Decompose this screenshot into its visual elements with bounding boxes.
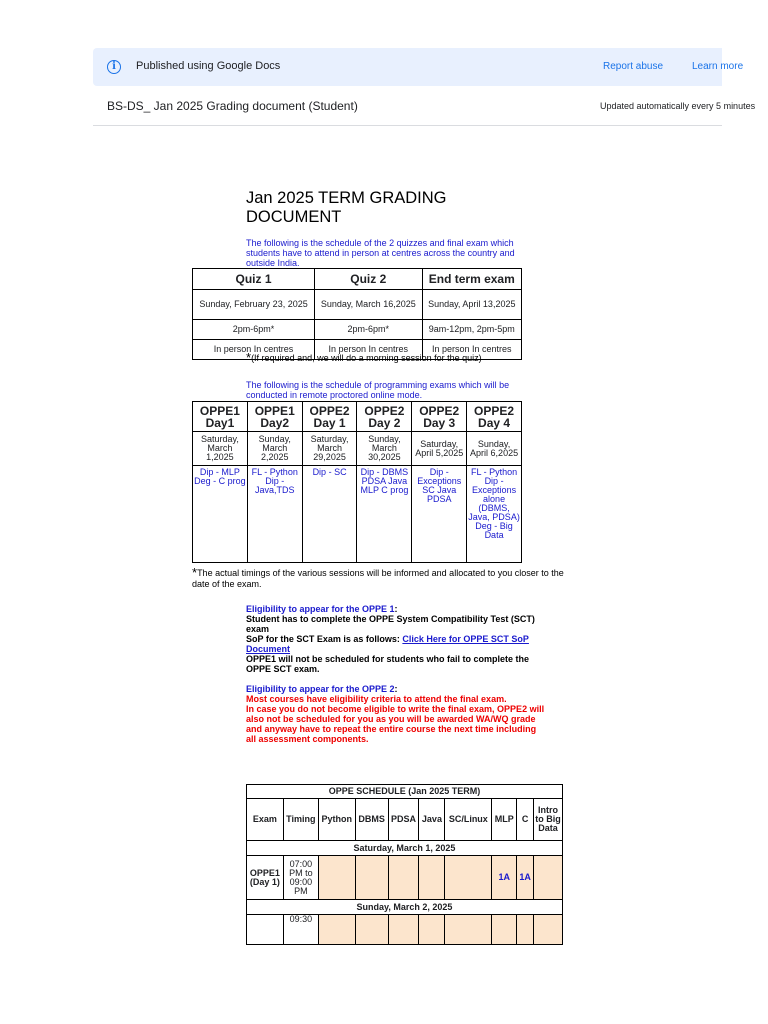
oppe-intro: The following is the schedule of programming exams which will be conducted in remote proctored online mode. xyxy=(246,380,510,400)
learn-more-link[interactable]: Learn more xyxy=(692,61,744,72)
oppe1-eligibility xyxy=(246,604,546,674)
slot-cell xyxy=(388,856,419,900)
table-row xyxy=(247,856,563,900)
oppe-subjects: Dip - SC xyxy=(302,466,357,563)
quiz-header: Quiz 2 xyxy=(315,269,423,290)
quiz-header: Quiz 1 xyxy=(193,269,315,290)
eligibility-heading: Eligibility to appear for the OPPE 1 xyxy=(246,604,395,614)
heading-colon: : xyxy=(394,684,398,694)
eligibility-line: OPPE1 will not be scheduled for students who fail to complete the OPPE SCT exam. xyxy=(246,654,530,674)
oppe-header: OPPE2 Day 4 xyxy=(467,402,522,432)
exam-cell xyxy=(247,915,284,945)
slot-cell xyxy=(419,856,445,900)
quiz-date: Sunday, April 13,2025 xyxy=(422,290,521,320)
footnote-star: * xyxy=(192,565,198,580)
table-row xyxy=(193,402,522,432)
heading-colon: : xyxy=(394,604,398,614)
slot-cell xyxy=(318,856,355,900)
slot-cell xyxy=(388,915,419,945)
oppe-footnote xyxy=(192,567,577,590)
table-row xyxy=(247,785,563,799)
quiz-header: End term exam xyxy=(422,269,521,290)
document-header xyxy=(93,88,756,126)
column-header: Exam xyxy=(247,799,284,841)
column-header: MLP xyxy=(492,799,517,841)
page-title: Jan 2025 TERM GRADING DOCUMENT xyxy=(246,189,447,226)
column-header: SC/Linux xyxy=(445,799,492,841)
schedule-day: Saturday, March 1, 2025 xyxy=(247,841,563,856)
oppe-subjects: FL - Python Dip - Java,TDS xyxy=(247,466,302,563)
oppe-date: Sunday, March 2,2025 xyxy=(247,432,302,466)
timing-cell: 07:00 PM to 09:00 PM xyxy=(283,856,318,900)
slot-cell xyxy=(445,915,492,945)
oppe-date: Saturday, March 1,2025 xyxy=(193,432,248,466)
publish-banner xyxy=(93,48,744,86)
slot-cell xyxy=(534,915,563,945)
slot-cell xyxy=(492,915,517,945)
column-header: Python xyxy=(318,799,355,841)
oppe-header: OPPE1 Day1 xyxy=(193,402,248,432)
table-row xyxy=(193,432,522,466)
quiz-intro: The following is the schedule of the 2 quizzes and final exam which students have to attend in person at centres across the country and outside India. xyxy=(246,238,515,268)
table-row xyxy=(247,841,563,856)
oppe-subjects: FL - Python Dip - Exceptions alone (DBMS, Java, PDSA) Deg - Big Data xyxy=(467,466,522,563)
slot-cell: 1A xyxy=(492,856,517,900)
document-content xyxy=(0,127,768,934)
column-header: C xyxy=(517,799,534,841)
slot-cell xyxy=(419,915,445,945)
quiz-time: 9am-12pm, 2pm-5pm xyxy=(422,320,521,340)
oppe-subjects: Dip - DBMS PDSA Java MLP C prog xyxy=(357,466,412,563)
slot-cell xyxy=(318,915,355,945)
oppe-date: Sunday, March 30,2025 xyxy=(357,432,412,466)
table-row xyxy=(193,320,522,340)
slot-cell xyxy=(355,915,388,945)
sop-prefix: SoP for the SCT Exam is as follows: xyxy=(246,634,403,644)
column-header: PDSA xyxy=(388,799,419,841)
oppe-header: OPPE1 Day2 xyxy=(247,402,302,432)
eligibility-line: Most courses have eligibility criteria to attend the final exam. xyxy=(246,694,507,704)
quiz-footnote xyxy=(246,352,536,364)
footnote-text: (If required and, we will do a morning session for the quiz) xyxy=(251,353,482,363)
quiz-time: 2pm-6pm* xyxy=(193,320,315,340)
oppe-date: Saturday, April 5,2025 xyxy=(412,432,467,466)
footnote-text: The actual timings of the various sessions will be informed and allocated to you closer to the date of the exam. xyxy=(192,568,564,589)
oppe-schedule-table xyxy=(192,401,522,563)
table-row xyxy=(247,900,563,915)
table-row xyxy=(193,290,522,320)
quiz-time: 2pm-6pm* xyxy=(315,320,423,340)
exam-cell: OPPE1 (Day 1) xyxy=(247,856,284,900)
column-header: DBMS xyxy=(355,799,388,841)
oppe-subjects: Dip - MLP Deg - C prog xyxy=(193,466,248,563)
quiz-mode: In person In centres xyxy=(315,340,423,360)
quiz-mode: In person In centres xyxy=(422,340,521,360)
eligibility-heading: Eligibility to appear for the OPPE 2 xyxy=(246,684,395,694)
table-row xyxy=(193,269,522,290)
footnote-star: * xyxy=(246,350,252,365)
slot-cell xyxy=(445,856,492,900)
table-row xyxy=(193,466,522,563)
oppe-date: Sunday, April 6,2025 xyxy=(467,432,522,466)
eligibility-line: Student has to complete the OPPE System Compatibility Test (SCT) exam xyxy=(246,614,535,634)
schedule-title: OPPE SCHEDULE (Jan 2025 TERM) xyxy=(247,785,563,799)
oppe2-eligibility xyxy=(246,684,546,744)
schedule-day: Sunday, March 2, 2025 xyxy=(247,900,563,915)
oppe-header: OPPE2 Day 2 xyxy=(357,402,412,432)
slot-cell xyxy=(517,915,534,945)
updated-text: Updated automatically every 5 minutes xyxy=(600,101,756,111)
quiz-date: Sunday, February 23, 2025 xyxy=(193,290,315,320)
column-header: Timing xyxy=(283,799,318,841)
slot-cell xyxy=(534,856,563,900)
quiz-schedule-table xyxy=(192,268,522,360)
column-header: Java xyxy=(419,799,445,841)
sct-sop-link[interactable]: Click Here for OPPE SCT SoP Document xyxy=(246,634,529,654)
quiz-mode: In person In centres xyxy=(193,340,315,360)
slot-cell: 1A xyxy=(517,856,534,900)
table-row xyxy=(247,915,563,945)
eligibility-line: In case you do not become eligible to write the final exam, OPPE2 will also not be scheduled for you as you will be awarded WA/WQ grade and anyway have to repeat the entire course the next time including all assessment components. xyxy=(246,704,545,744)
document-title: BS-DS_ Jan 2025 Grading document (Student) xyxy=(107,99,358,113)
oppe-header: OPPE2 Day 3 xyxy=(412,402,467,432)
quiz-date: Sunday, March 16,2025 xyxy=(315,290,423,320)
oppe-date: Saturday, March 29,2025 xyxy=(302,432,357,466)
oppe-header: OPPE2 Day 1 xyxy=(302,402,357,432)
column-header: Intro to Big Data xyxy=(534,799,563,841)
slot-cell xyxy=(355,856,388,900)
report-abuse-link[interactable]: Report abuse xyxy=(603,61,664,72)
info-icon: i xyxy=(107,60,121,74)
published-text: Published using Google Docs xyxy=(136,60,281,72)
oppe-term-schedule-table xyxy=(246,784,563,945)
oppe-subjects: Dip - Exceptions SC Java PDSA xyxy=(412,466,467,563)
timing-cell: 09:30 xyxy=(283,915,318,945)
table-row xyxy=(247,799,563,841)
